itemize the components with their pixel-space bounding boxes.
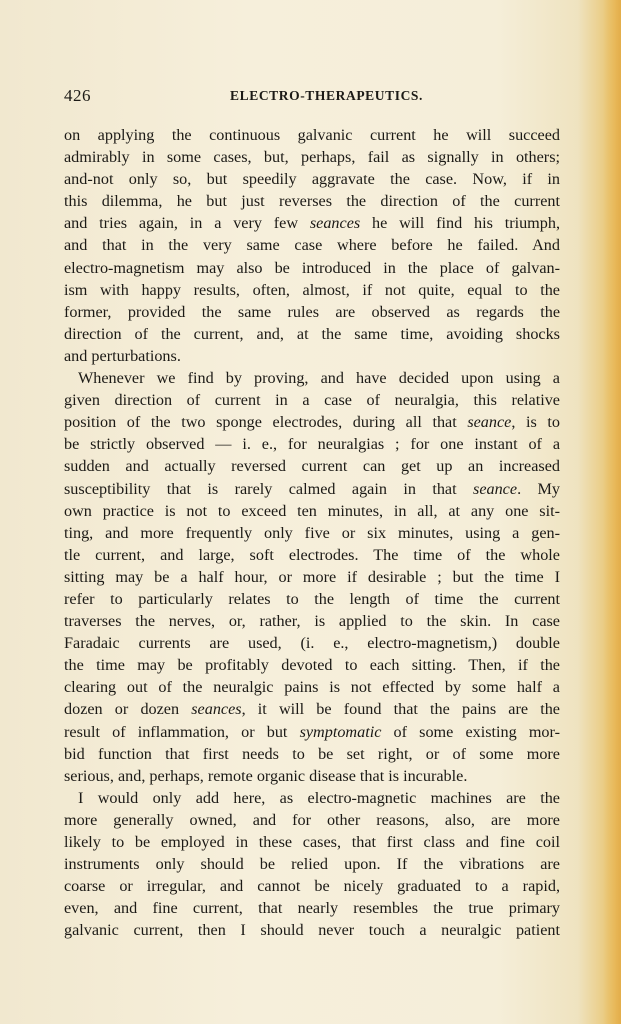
text-line: traverses the nerves, or, rather, is applied to the skin. In case — [64, 612, 560, 631]
page-edge — [603, 0, 621, 1024]
text-line: clearing out of the neuralgic pains is not effected by some half a — [64, 678, 560, 697]
paragraph — [64, 367, 560, 787]
text-line: sudden and actually reversed current can get up an increased — [64, 457, 560, 476]
text-line: galvanic current, then I should never touch a neuralgic patient — [64, 921, 560, 940]
text-line: and perturbations. — [64, 346, 181, 365]
running-head: ELECTRO-THERAPEUTICS. — [230, 88, 424, 103]
text-line: electro-magnetism may also be introduced in the place of galvan- — [64, 258, 560, 277]
paragraph — [64, 124, 560, 367]
text-line: given direction of current in a case of neuralgia, this relative — [64, 391, 560, 410]
text-line: susceptibility that is rarely calmed again in that seance. My — [64, 479, 560, 498]
text-line: and tries again, in a very few seances he will find his triumph, — [64, 214, 561, 233]
text-line: admirably in some cases, but, perhaps, fail as signally in others; — [64, 148, 560, 167]
text-line: former, provided the same rules are observed as regards the — [64, 302, 560, 321]
text-line: Whenever we find by proving, and have decided upon using a — [78, 369, 560, 388]
text-line: the time may be profitably devoted to each sitting. Then, if the — [64, 656, 560, 675]
page-number: 426 — [64, 86, 91, 105]
text-line: position of the two sponge electrodes, during all that seance, is to — [64, 413, 560, 432]
text-line: refer to particularly relates to the length of time the current — [64, 589, 560, 608]
text-line: dozen or dozen seances, it will be found that the pains are the — [64, 700, 560, 719]
body-text — [64, 124, 560, 941]
text-line: and that in the very same case where before he failed. And — [64, 236, 560, 255]
text-line: coarse or irregular, and cannot be nicely graduated to a rapid, — [64, 877, 560, 896]
text-line: ism with happy results, often, almost, if not quite, equal to the — [64, 280, 560, 299]
text-line: be strictly observed — i. e., for neuralgias ; for one instant of a — [64, 435, 560, 454]
text-line: more generally owned, and for other reasons, also, are more — [64, 810, 560, 829]
text-line: likely to be employed in these cases, that first class and fine coil — [64, 833, 560, 851]
text-line: on applying the continuous galvanic current he will succeed — [64, 126, 560, 144]
paragraph — [64, 787, 560, 942]
page-header — [64, 86, 561, 108]
text-line: and-not only so, but speedily aggravate the case. Now, if in — [64, 170, 560, 189]
text-line: result of inflammation, or but symptomatic of some existing mor- — [64, 722, 560, 741]
text-line: even, and fine current, that nearly resembles the true primary — [64, 899, 560, 918]
text-line: tle current, and large, soft electrodes. The time of the whole — [64, 545, 560, 564]
text-line: ting, and more frequently only five or six minutes, using a gen- — [64, 523, 560, 542]
text-line: this dilemma, he but just reverses the direction of the current — [64, 192, 560, 211]
text-line: bid function that first needs to be set right, or of some more — [64, 744, 560, 763]
text-line: I would only add here, as electro-magnetic machines are the — [78, 788, 560, 807]
text-line: serious, and, perhaps, remote organic disease that is incurable. — [64, 766, 468, 785]
text-line: instruments only should be relied upon. If the vibrations are — [64, 855, 560, 874]
text-line: direction of the current, and, at the same time, avoiding shocks — [64, 324, 560, 343]
text-line: own practice is not to exceed ten minutes, in all, at any one sit- — [64, 501, 560, 520]
text-line: Faradaic currents are used, (i. e., electro-magnetism,) double — [64, 634, 560, 653]
text-line: sitting may be a half hour, or more if desirable ; but the time I — [64, 567, 560, 586]
